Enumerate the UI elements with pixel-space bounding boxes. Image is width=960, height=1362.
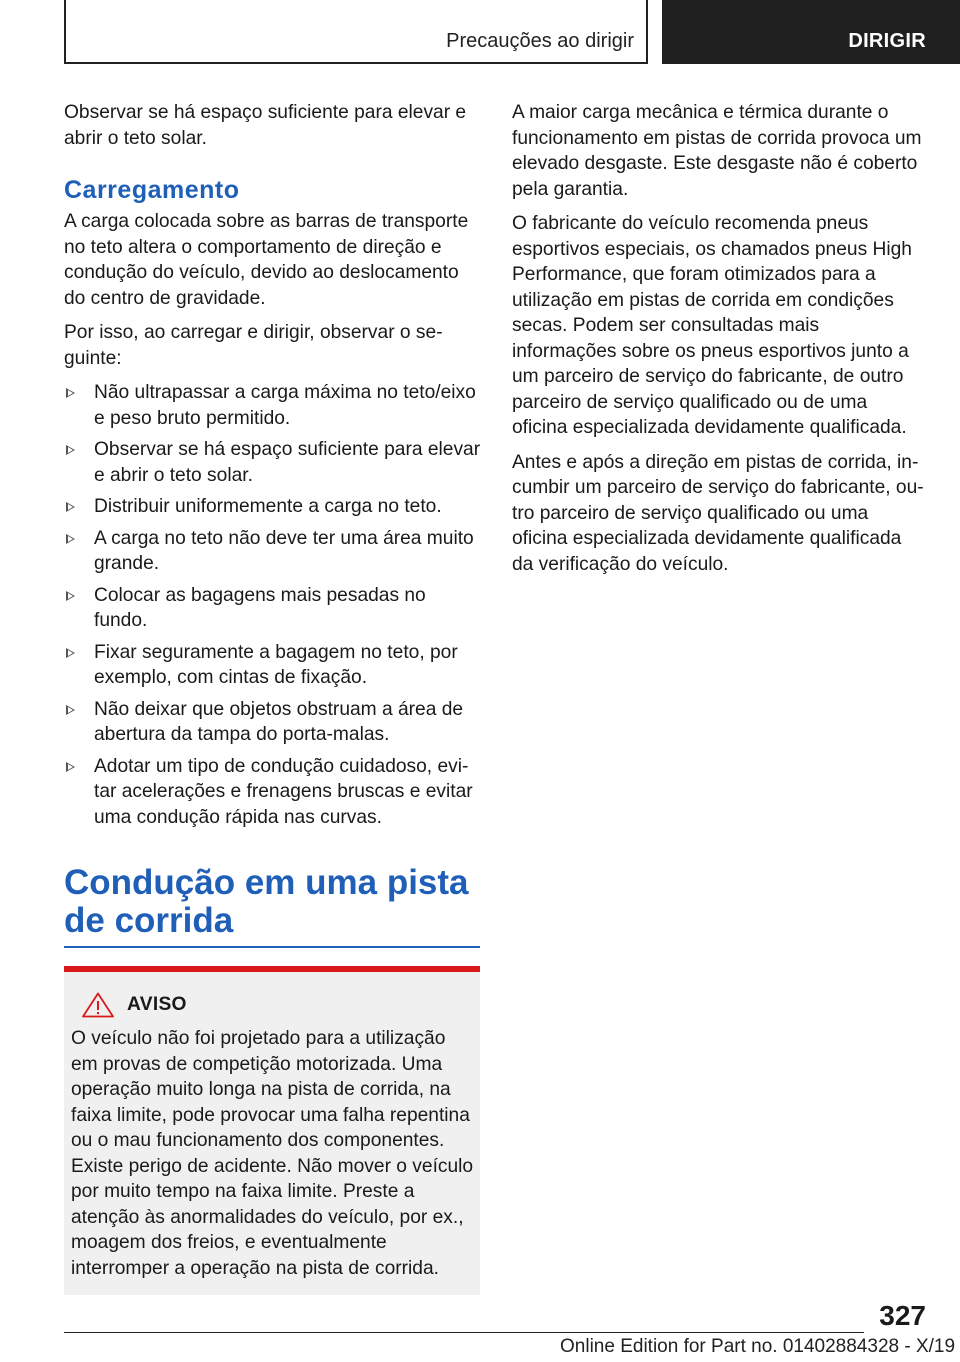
right-paragraph-1: A maior carga mecânica e térmica durante o funcionamento em pistas de corrida provoca um elevado desgaste. Este desgaste não é coberto pela garantia. (512, 102, 922, 200)
warning-text: O veículo não foi projetado para a utilização em provas de competição motorizada. Uma operação muito longa na pista de corrida, na faixa limite, pode provocar uma falha repentina ou o mau funcionamento dos componentes. Existe perigo de acidente. Não mover o veículo por muito tempo na faixa limite. Preste a atenção às anormalidades do veículo, por ex., moagem dos freios, e eventualmente interromper a operação na pista de corrida. (71, 1028, 474, 1279)
chapter-tab-label: DIRIGIR (848, 30, 926, 52)
carregamento-paragraph-1: A carga colocada sobre as barras de transporte no teto altera o comportamento de direção e condução do veículo, devido ao deslocamento do centro de gravidade. (64, 211, 469, 309)
warning-header (71, 992, 474, 1018)
triangle-bullet-icon (66, 591, 75, 601)
left-column (64, 100, 482, 1295)
list-item (64, 583, 482, 634)
list-item (64, 754, 482, 831)
chapter-tab[interactable] (662, 0, 960, 64)
right-paragraph-3: Antes e após a direção em pistas de corrida, incumbir um parceiro de serviço do fabricante, outro parceiro de serviço qualificado ou uma oficina especializada devidamente qualificada da verificação do veículo. (512, 451, 924, 575)
page-number: 327 (879, 1300, 926, 1331)
bullet-text: Não deixar que objetos obstruam a área de abertura da tampa do porta-malas. (94, 698, 464, 745)
bullet-text: Colocar as bagagens mais pesadas no fundo. (94, 584, 426, 631)
triangle-bullet-icon (66, 648, 75, 658)
list-item (64, 437, 482, 488)
carregamento-bullet-list (64, 380, 482, 830)
bullet-text: A carga no teto não deve ter uma área muito grande. (94, 527, 474, 574)
warning-triangle-icon (81, 992, 115, 1018)
header-section-box (64, 0, 648, 64)
footer-edition-text: Online Edition for Part no. 01402884328 - X/19 (560, 1336, 956, 1357)
section-title: Precauções ao dirigir (446, 30, 634, 52)
list-item (64, 640, 482, 691)
warning-box (64, 966, 480, 1295)
triangle-bullet-icon (66, 388, 75, 398)
bullet-text: Distribuir uniformemente a carga no teto. (94, 496, 442, 517)
triangle-bullet-icon (66, 502, 75, 512)
carregamento-paragraph-2: Por isso, ao carregar e dirigir, observar o seguinte: (64, 322, 443, 369)
triangle-bullet-icon (66, 445, 75, 455)
triangle-bullet-icon (66, 762, 75, 772)
carregamento-heading: Carregamento (64, 176, 240, 204)
triangle-bullet-icon (66, 705, 75, 715)
list-item (64, 494, 482, 520)
list-item (64, 697, 482, 748)
list-item (64, 380, 482, 431)
bullet-text: Não ultrapassar a carga máxima no teto/eixo e peso bruto permitido. (94, 382, 476, 429)
bullet-text: Adotar um tipo de condução cuidadoso, evitar acelerações e frenagens bruscas e evitar uma condução rápida nas curvas. (94, 755, 473, 828)
intro-paragraph: Observar se há espaço suficiente para elevar e abrir o teto solar. (64, 102, 467, 149)
right-column (512, 100, 926, 586)
bullet-text: Observar se há espaço suficiente para elevar e abrir o teto solar. (94, 439, 481, 486)
list-item (64, 526, 482, 577)
bullet-text: Fixar seguramente a bagagem no teto, por exemplo, com cintas de fixação. (94, 641, 458, 688)
warning-label: AVISO (127, 994, 187, 1016)
section-heading-race-track: Condução em uma pista de corrida (64, 864, 480, 948)
triangle-bullet-icon (66, 534, 75, 544)
right-paragraph-2: O fabricante do veículo recomenda pneus esportivos especiais, os chamados pneus High Performance, que foram otimizados para a utilização em pistas de corrida em condições secas. Podem ser consultadas mais informações sobre os pneus esportivos junto a um parceiro de serviço do fabricante, de outro parceiro de serviço qualificado ou de uma oficina especializada devidamente qualificada. (512, 213, 912, 438)
footer-rule (64, 1332, 864, 1333)
